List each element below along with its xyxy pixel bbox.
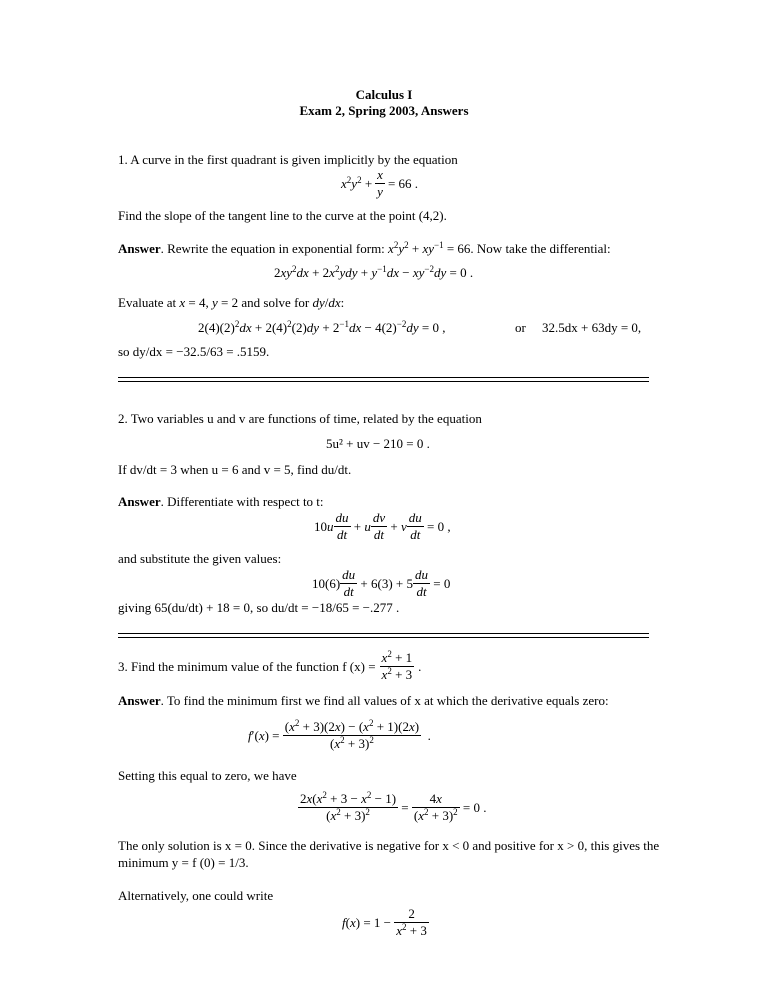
problem2-intro: 2. Two variables u and v are functions of time, related by the equation — [118, 411, 482, 426]
problem1-intro: 1. A curve in the first quadrant is given implicitly by the equation — [118, 152, 458, 167]
problem3-answer: Answer. To find the minimum first we find all values of x at which the derivative equals zero: — [118, 693, 609, 708]
answer-label: Answer — [118, 494, 161, 509]
problem3-question: 3. Find the minimum value of the function f (x) = $\frac{x^2 + 1}{x^2 + 3}$ . — [118, 649, 422, 682]
problem3-alt-equation: f(x) = 1 − $\frac{2}{x^2 + 3}$ — [342, 906, 427, 938]
problem3-derivative: f′(x) = $\frac{(x^2 + 3)(2x) - (x^2 + 1)(2x)}{(x^2 + 3)^2}$ . — [248, 718, 431, 751]
answer-label: Answer — [118, 241, 161, 256]
problem1-simplified: 32.5dx + 63dy = 0, — [542, 320, 642, 335]
problem2-result: giving 65(du/dt) + 18 = 0, so du/dt = −18/65 = −.277 . — [118, 600, 400, 615]
problem2-substitute: and substitute the given values: — [118, 551, 282, 566]
problem2-derivative: 10u $\frac{du}{dt}$ + u $\frac{dv}{dt}$ + v $\frac{du}{dt}$ = 0 , — [314, 510, 451, 542]
problem2-substituted: 10(6) $\frac{du}{dt}$ + 6(3) + 5 $\frac{du}{dt}$ = 0 — [312, 567, 451, 599]
answer-label: Answer — [118, 693, 161, 708]
divider — [118, 637, 649, 638]
problem2-answer: Answer. Differentiate with respect to t: — [118, 494, 324, 509]
problem3-setting: Setting this equal to zero, we have — [118, 768, 297, 783]
problem1-or: or — [515, 320, 526, 335]
page-title: Calculus I — [355, 87, 413, 102]
problem1-evaluate: Evaluate at x = 4, y = 2 and solve for dy/dx: — [118, 295, 345, 310]
divider — [118, 377, 649, 378]
problem2-question: If dv/dt = 3 when u = 6 and v = 5, find du/dt. — [118, 462, 352, 477]
problem3-alternative: Alternatively, one could write — [118, 888, 274, 903]
page-subtitle: Exam 2, Spring 2003, Answers — [299, 103, 469, 118]
divider — [118, 381, 649, 382]
problem1-question: Find the slope of the tangent line to the curve at the point (4,2). — [118, 208, 447, 223]
problem1-equation: $x^2y^2$ + $\frac{x}{y}$ = 66 . — [341, 167, 419, 199]
problem3-zero-equation: $\frac{2x(x^2 + 3 - x^2 - 1)}{(x^2 + 3)^2}$ = $\frac{4x}{(x^2 + 3)^2}$ = 0 . — [300, 790, 487, 823]
divider — [118, 633, 649, 634]
problem1-result: so dy/dx = −32.5/63 = .5159. — [118, 344, 270, 359]
problem1-evaluated-equation: $2(4)(2)^2dx + 2(4)^2(2)dy + 2^{-1}dx - 4(2)^{-2}dy = 0$ , — [198, 319, 446, 335]
problem1-answer: Answer. Rewrite the equation in exponential form: $x^2y^2 + xy^{-1} = 66$. Now take the differential: — [118, 240, 611, 256]
problem3-solution-line2: minimum y = f (0) = 1/3. — [118, 855, 249, 870]
problem3-solution-line1: The only solution is x = 0. Since the derivative is negative for x < 0 and positive for x > 0, this gives the — [118, 838, 660, 853]
problem1-differential: $2xy^2dx + 2x^2ydy + y^{-1}dx - xy^{-2}dy = 0$ . — [274, 264, 474, 280]
problem2-equation: 5u² + uv − 210 = 0 . — [326, 436, 430, 451]
